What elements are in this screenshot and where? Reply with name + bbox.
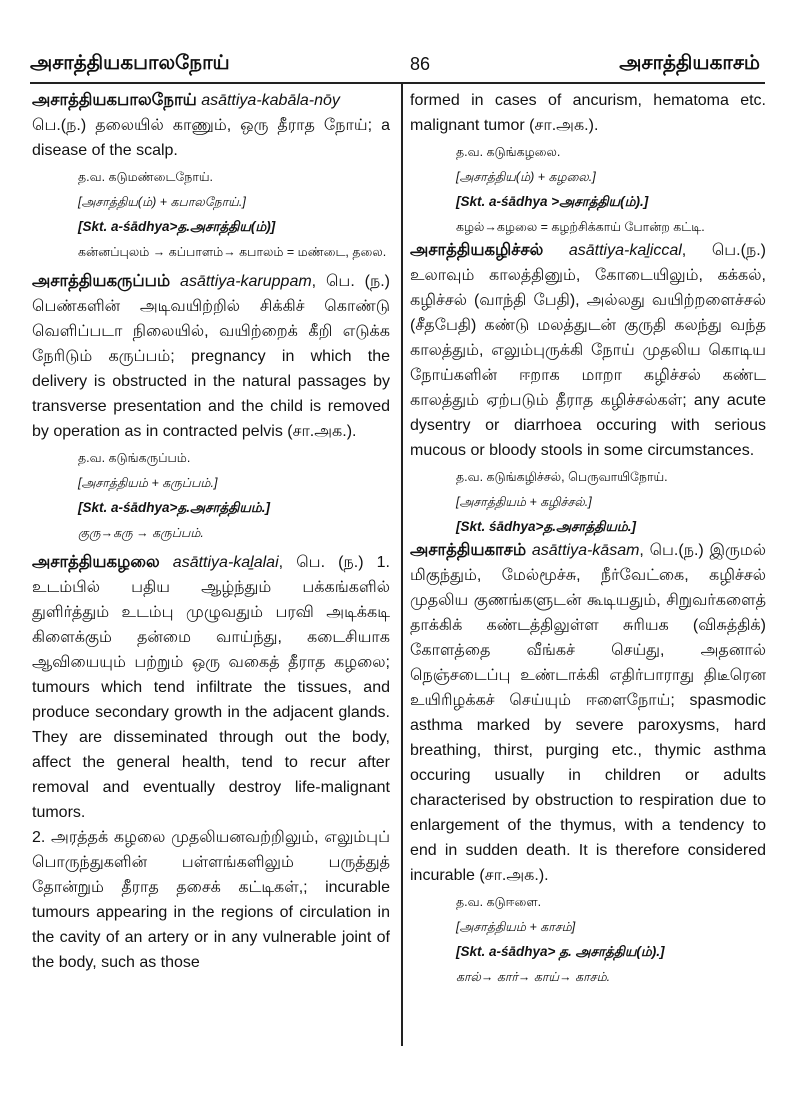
definition: பெ.(ந.) தலையில் காணும், ஒரு தீராத நோய்; a disease of the scalp. <box>32 117 390 159</box>
definition-sense-2: 2. அரத்தக் கழலை முதலியனவற்றிலும், எலும்புப் பொருந்துகளின் பள்ளங்களிலும் பருத்துத் தோன்றும் தீராத தசைக் கட்டிகள்,; incurable tumours appearing in the regions of circulation in the cavity of an artery or in any vulnerable joint of the body, such as those <box>32 829 390 971</box>
etymology: [அசாத்திய(ம்) + கபாலநோய்.] <box>78 195 246 209</box>
derivation: கால்→ கார்→ காய்→ காசம். <box>456 970 611 984</box>
transliteration: asāttiya-kaḻalai <box>172 554 279 571</box>
headword: அசாத்தியகபாலநோய் <box>32 91 197 109</box>
transliteration: asāttiya-kāsam <box>531 542 640 559</box>
sanskrit-origin: [Skt. a-śādhya> த. அசாத்திய(ம்).] <box>456 944 665 959</box>
sanskrit-origin: [Skt. a-śādhya>த.அசாத்தியம்.] <box>78 500 271 515</box>
right-column <box>410 88 766 988</box>
definition: , பெ.(ந.) இருமல் மிகுந்தும், மேல்மூச்சு, நீர்வேட்கை, கழிச்சல் முதலிய குணங்களுடன் கூடியதும், சிறுவர்களைத் தாக்கிக் கண்டத்திலுள்ள சுரியக (விசுத்திக்) கோளத்தை வீங்கச் செய்து, அதனால் நெஞ்சடைப்பு உண்டாக்கி எதிர்பாராது திடீரென உயிரிழக்கச் செய்யும் ஈளைநோய்; spasmodic asthma marked by severe paroxysms, hard breathing, thirst, purging etc., thymic asthma occuring usually in children or adults characterised by obstruction to respiration due to enlargement of the thymus, with a tendency to end in sudden death. It is therefore considered incurable (சா.அக.). <box>410 542 766 884</box>
dictionary-entry <box>410 238 766 538</box>
transliteration: asāttiya-karuppam <box>180 273 312 290</box>
definition: , பெ.(ந.) உலாவும் காலத்தினும், கோடையிலும், கக்கல், கழிச்சல் (வாந்தி பேதி), அல்லது வயிற்றளைச்சல் (சீதபேதி) கண்டு மலத்துடன் குருதி கலந்து வந்த காலத்தும், எலும்புருக்கி நோய் முதலிய கொடிய நோய்களின் ஈறாக மாறா கழிச்சல் கண்ட காலத்தும் ஏற்படும் தீராத கழிச்சல்கள்; any acute dysentry or diarrhoea occuring with serious mucous or bloody stools in some circumstances. <box>410 242 766 459</box>
sanskrit-origin: [Skt. a-śādhya >அசாத்திய(ம்).] <box>456 194 649 209</box>
etymology: [அசாத்தியம் + காசம்] <box>456 920 576 934</box>
tamil-equivalent: த.வ. கடுங்கழலை. <box>456 145 561 159</box>
dictionary-entry <box>410 538 766 988</box>
etymology: [அசாத்தியம் + கருப்பம்.] <box>78 476 218 490</box>
page-header <box>30 52 760 84</box>
tamil-equivalent: த.வ. கடுங்கழிச்சல், பெருவாயிநோய். <box>456 470 668 484</box>
entry-continuation <box>410 88 766 238</box>
derivation: கன்னப்புலம் → கப்பாளம்→ கபாலம் = மண்டை, தலை. <box>78 245 387 259</box>
headword: அசாத்தியகாசம் <box>410 541 527 559</box>
etymology: [அசாத்திய(ம்) + கழலை.] <box>456 170 596 184</box>
left-column <box>32 88 390 975</box>
entry-text <box>410 538 766 888</box>
dictionary-entry <box>32 269 390 544</box>
entry-text <box>32 269 390 444</box>
header-left-guide-word: அசாத்தியகபாலநோய் <box>30 52 230 74</box>
headword: அசாத்தியகழிச்சல் <box>410 241 544 259</box>
tamil-equivalent: த.வ. கடுமண்டைநோய். <box>78 170 214 184</box>
transliteration: asāttiya-kaḻiccal <box>568 242 682 259</box>
tamil-equivalent: த.வ. கடுங்கருப்பம். <box>78 451 191 465</box>
entry-text <box>32 550 390 825</box>
dictionary-entry <box>32 88 390 263</box>
tamil-equivalent: த.வ. கடுஈளை. <box>456 895 542 909</box>
derivation: கழல்→கழலை = கழற்சிக்காய் போன்ற கட்டி. <box>456 220 705 234</box>
column-divider <box>401 84 403 1046</box>
derivation: குரு→கரு → கருப்பம். <box>78 526 204 540</box>
etymology: [அசாத்தியம் + கழிச்சல்.] <box>456 495 592 509</box>
transliteration: asāttiya-kabāla-nōy <box>201 92 340 109</box>
dictionary-entry <box>32 550 390 975</box>
definition: , பெ. (ந.) பெண்களின் அடிவயிற்றில் சிக்கிச் கொண்டு வெளிப்படா நிலையில், வயிற்றைக் கீறி எடுக்க நேரிடும் கருப்பம்; pregnancy in which the delivery is obstructed in the natural passages by transverse presentation and the child is removed by operation as in contracted pelvis (சா.அக.). <box>32 273 390 440</box>
sanskrit-origin: [Skt. a-śādhya>த.அசாத்திய(ம்)] <box>78 219 276 234</box>
header-rule <box>30 82 765 84</box>
definition: formed in cases of ancurism, hematoma etc. malignant tumor (சா.அக.). <box>410 92 766 134</box>
headword: அசாத்தியகருப்பம் <box>32 272 171 290</box>
entry-text <box>410 238 766 463</box>
page-number: 86 <box>410 54 431 74</box>
header-right-guide-word: அசாத்தியகாசம் <box>619 52 760 74</box>
sanskrit-origin: [Skt. śādhya>த.அசாத்தியம்.] <box>456 519 637 534</box>
entry-text <box>32 88 390 163</box>
headword: அசாத்தியகழலை <box>32 553 160 571</box>
definition: , பெ. (ந.) 1. உடம்பில் பதிய ஆழ்ந்தும் பக்கங்களில் துளிர்த்தும் உடம்பு முழுவதும் பரவி அடிக்கடி கிளைக்கும் தன்மை வாய்ந்து, கடைசியாக ஆவியையும் பற்றும் ஒரு வகைத் தீராத கழலை; tumours which tend infiltrate the tissues, and produce secondary growth in the adjacent glands. They are disseminated through out the body, affect the general health, tend to recur after removal and eventually destroy life-malignant tumors. <box>32 554 390 821</box>
